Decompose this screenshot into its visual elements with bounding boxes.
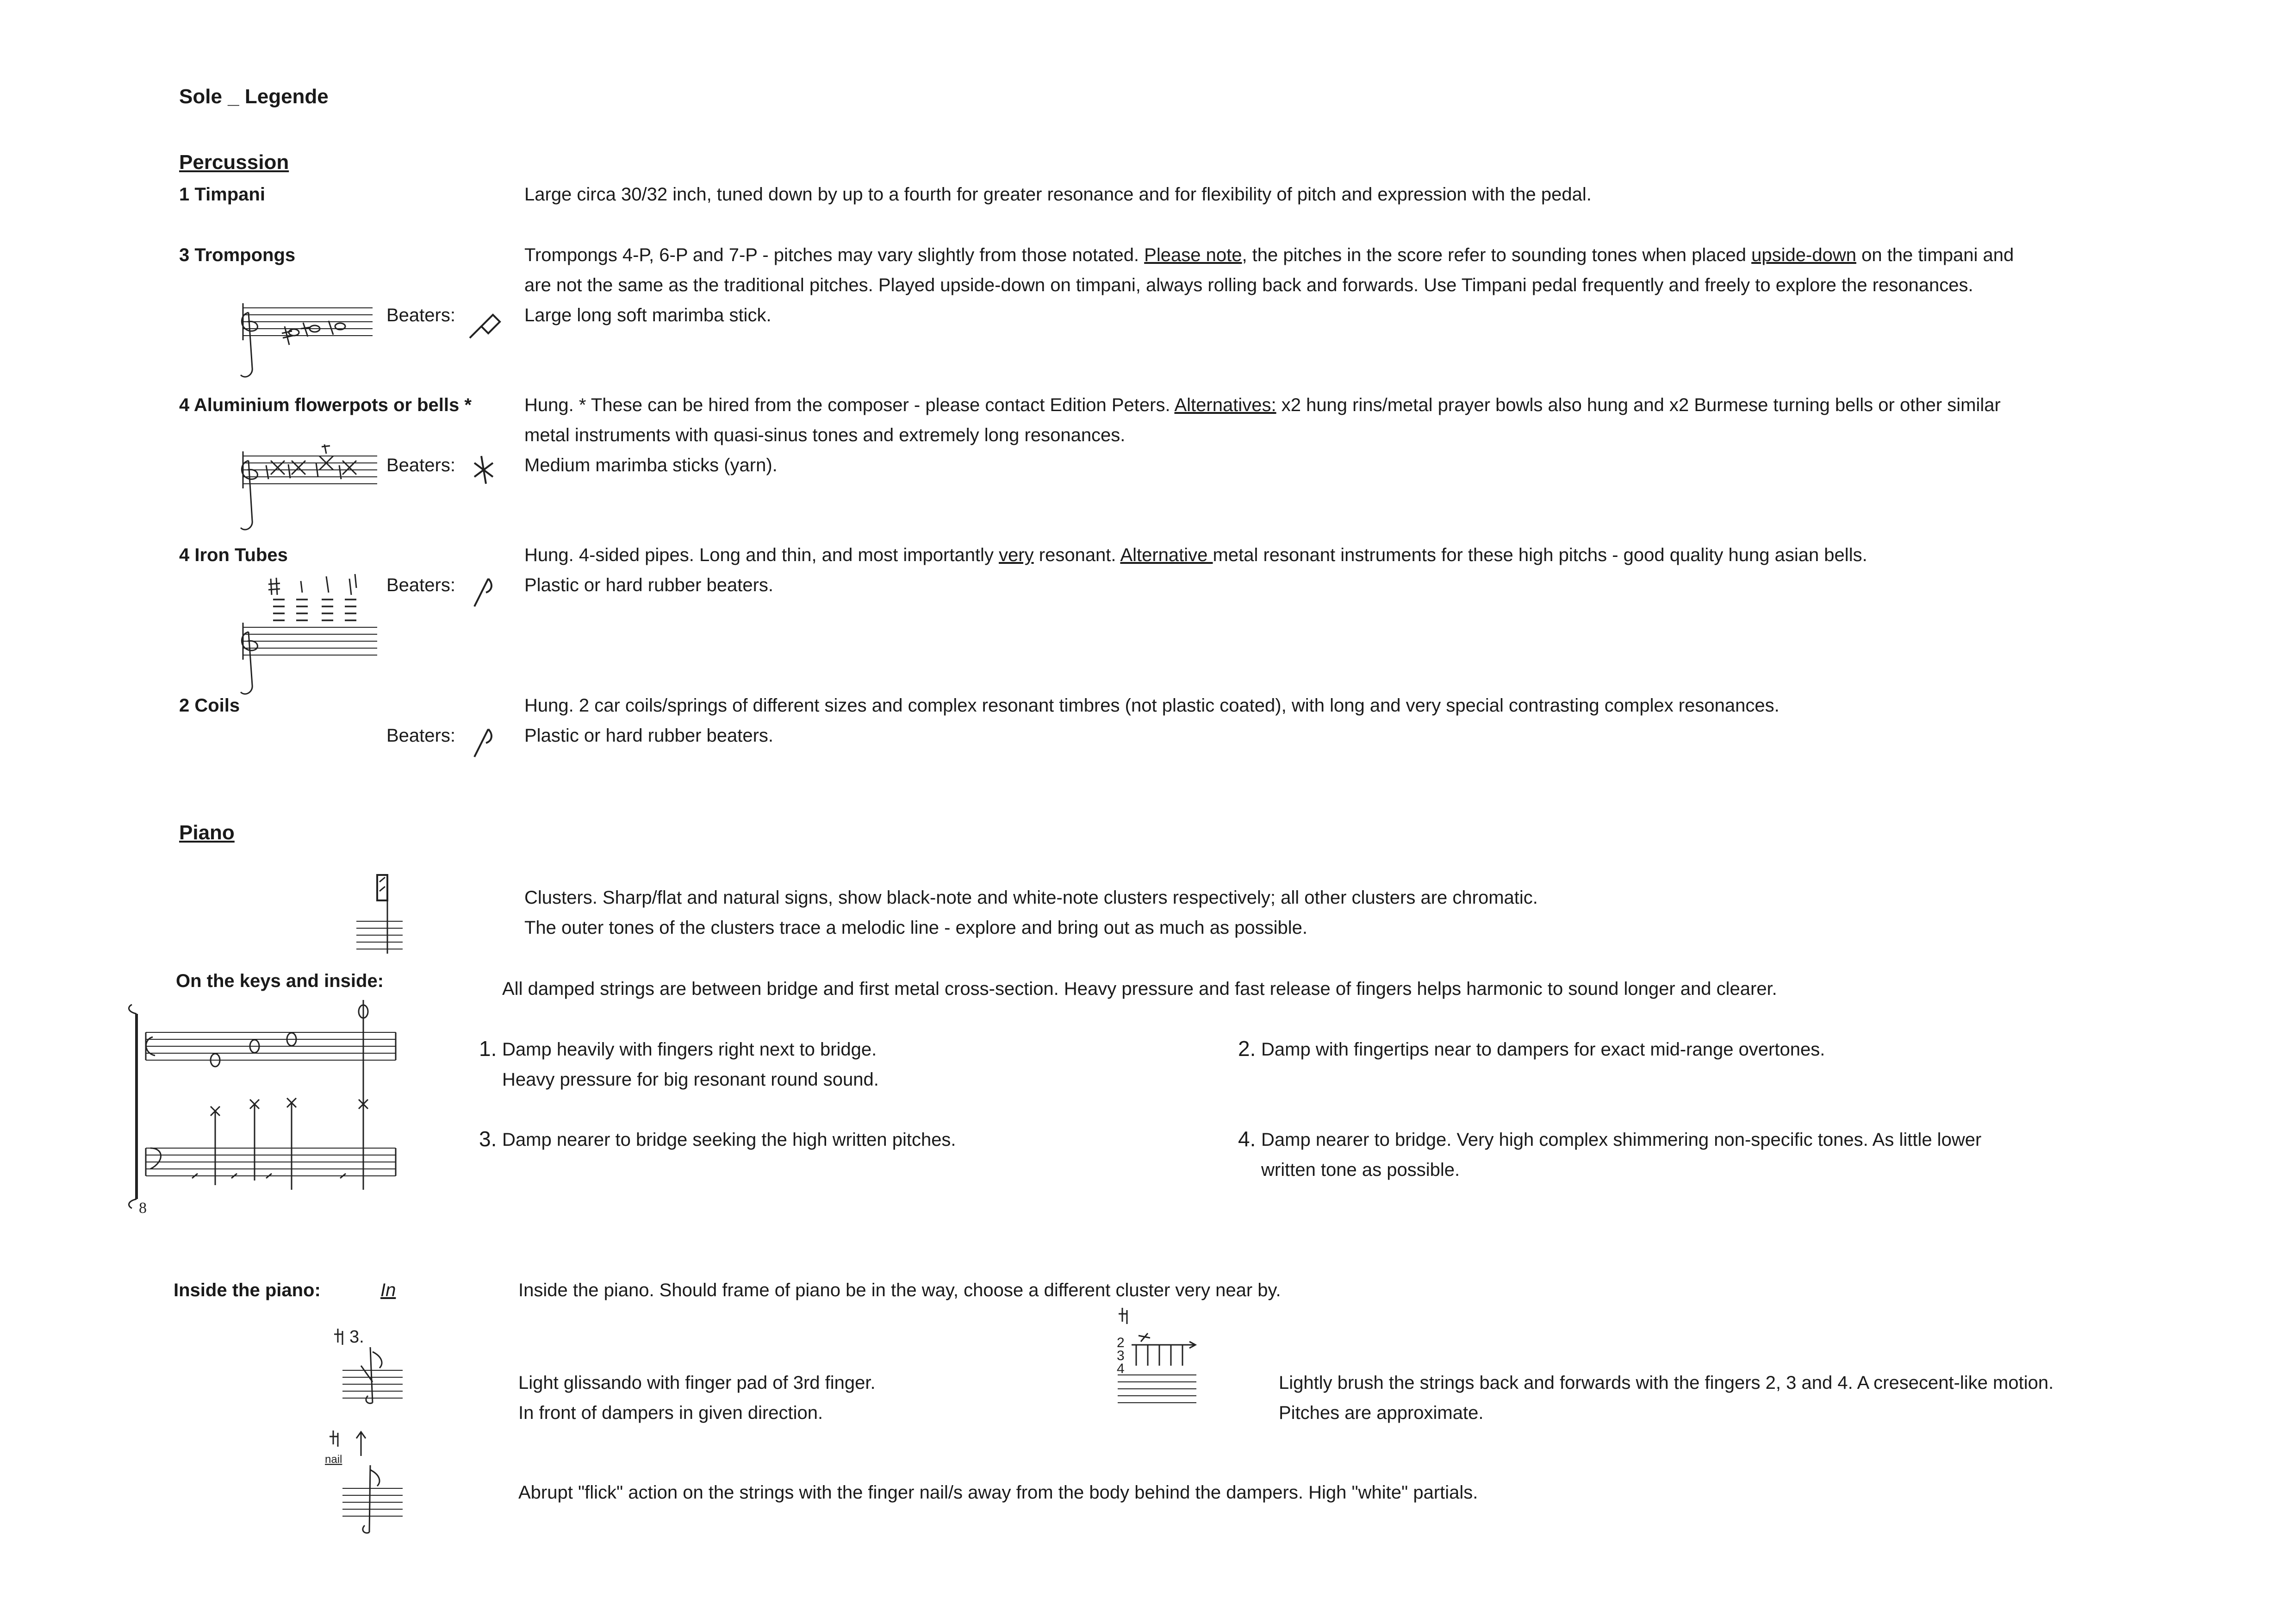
trompongs-text-c: , the pitches in the score refer to sounding tones when placed xyxy=(1242,245,1752,265)
please-note-text: Please note xyxy=(1144,245,1242,265)
damp-3-number: 3. xyxy=(479,1127,497,1151)
trompongs-description-line2: are not the same as the traditional pitches. Played upside-down on timpani, always rolling back and forwards. Use Timpani pedal frequently and freely to explore the resonances. xyxy=(524,275,1973,295)
brush-strings-line1: Lightly brush the strings back and forwards with the fingers 2, 3 and 4. A cresecent-like motion. xyxy=(1279,1373,2054,1393)
svg-text:3.: 3. xyxy=(349,1327,364,1347)
flowerpots-beaters-label: Beaters: xyxy=(386,455,455,475)
inside-piano-description: Inside the piano. Should frame of piano be in the way, choose a different cluster very near by. xyxy=(518,1280,1281,1300)
iron-tubes-text-e: metal resonant instruments for these high pitchs - good quality hung asian bells. xyxy=(1213,545,1867,565)
nail-flick-notation-icon xyxy=(324,1428,407,1539)
grand-staff-damping-icon xyxy=(118,995,405,1218)
glissando-line2: In front of dampers in given direction. xyxy=(518,1403,823,1423)
iron-tubes-beaters-description: Plastic or hard rubber beaters. xyxy=(524,575,774,595)
clusters-description-line1: Clusters. Sharp/flat and natural signs, show black-note and white-note clusters respectively; all other clusters are chromatic. xyxy=(524,887,1538,908)
alternative-text: Alternative xyxy=(1120,545,1213,565)
inside-mark: In xyxy=(380,1280,396,1300)
brush-strings-notation-icon xyxy=(1113,1305,1206,1412)
on-keys-label: On the keys and inside: xyxy=(176,971,384,991)
coils-name: 2 Coils xyxy=(179,695,240,716)
damp-1-number: 1. xyxy=(479,1037,497,1061)
iron-tubes-text-c: resonant. xyxy=(1033,545,1120,565)
svg-text:2: 2 xyxy=(1117,1335,1125,1350)
trompongs-description-line1 xyxy=(524,244,2014,266)
damp-2-number: 2. xyxy=(1238,1037,1256,1061)
iron-tubes-name: 4 Iron Tubes xyxy=(179,545,288,565)
coils-description-line1: Hung. 2 car coils/springs of different sizes and complex resonant timbres (not plastic coated), with long and very special contrasting complex resonances. xyxy=(524,695,1780,716)
nail-flick-description: Abrupt "flick" action on the strings with the finger nail/s away from the body behind the dampers. High "white" partials. xyxy=(518,1482,1478,1503)
piano-heading: Piano xyxy=(179,821,235,844)
flowerpots-beaters-description: Medium marimba sticks (yarn). xyxy=(524,455,778,475)
iron-tubes-staff-icon xyxy=(234,569,386,699)
trompongs-text-e: on the timpani and xyxy=(1856,245,2014,265)
soft-marimba-stick-icon xyxy=(467,306,504,343)
trompongs-staff-icon xyxy=(234,294,377,387)
trompongs-text-a: Trompongs 4-P, 6-P and 7-P - pitches may vary slightly from those notated. xyxy=(524,245,1145,265)
iron-tubes-text-a: Hung. 4-sided pipes. Long and thin, and most importantly xyxy=(524,545,999,565)
damp-1-line2: Heavy pressure for big resonant round sound. xyxy=(502,1069,879,1090)
cluster-notation-icon xyxy=(352,866,407,958)
coils-beaters-description: Plastic or hard rubber beaters. xyxy=(524,725,774,746)
yarn-marimba-stick-icon xyxy=(467,451,504,488)
svg-text:4: 4 xyxy=(1117,1361,1125,1376)
alternatives-text: Alternatives: xyxy=(1174,395,1276,415)
svg-text:nail: nail xyxy=(325,1453,342,1466)
trompongs-beaters-description: Large long soft marimba stick. xyxy=(524,305,772,325)
damp-4-line1: Damp nearer to bridge. Very high complex shimmering non-specific tones. As little lower xyxy=(1261,1130,1982,1150)
flowerpots-description-line1 xyxy=(524,394,2001,416)
flowerpots-text-a: Hung. * These can be hired from the composer - please contact Edition Peters. xyxy=(524,395,1175,415)
flowerpots-description-line2: metal instruments with quasi-sinus tones and extremely long resonances. xyxy=(524,425,1126,445)
page-title: Sole _ Legende xyxy=(179,85,329,108)
inside-piano-label: Inside the piano: xyxy=(174,1280,321,1300)
iron-tubes-beaters-label: Beaters: xyxy=(386,575,455,595)
percussion-heading: Percussion xyxy=(179,151,289,174)
iron-tubes-description-line1 xyxy=(524,544,1867,566)
hard-beater-icon xyxy=(467,572,504,609)
upside-down-text: upside-down xyxy=(1751,245,1856,265)
damp-2-line1: Damp with fingertips near to dampers for exact mid-range overtones. xyxy=(1261,1039,1825,1060)
clusters-description-line2: The outer tones of the clusters trace a melodic line - explore and bring out as much as possible. xyxy=(524,918,1308,938)
timpani-description: Large circa 30/32 inch, tuned down by up to a fourth for greater resonance and for flexibility of pitch and expression with the pedal. xyxy=(524,184,1592,205)
trompongs-beaters-label: Beaters: xyxy=(386,305,455,325)
flowerpots-name: 4 Aluminium flowerpots or bells * xyxy=(179,395,472,415)
flowerpots-text-c: x2 hung rins/metal prayer bowls also hung and x2 Burmese turning bells or other similar xyxy=(1276,395,2001,415)
damp-3-line1: Damp nearer to bridge seeking the high written pitches. xyxy=(502,1130,956,1150)
flowerpots-staff-icon xyxy=(234,428,386,535)
on-keys-description: All damped strings are between bridge and first metal cross-section. Heavy pressure and fast release of fingers helps harmonic to sound longer and clearer. xyxy=(502,979,1777,999)
very-text: very xyxy=(999,545,1034,565)
damp-4-number: 4. xyxy=(1238,1127,1256,1151)
brush-strings-line2: Pitches are approximate. xyxy=(1279,1403,1484,1423)
damp-1-line1: Damp heavily with fingers right next to bridge. xyxy=(502,1039,877,1060)
rubber-beater-icon xyxy=(467,722,504,759)
svg-text:3: 3 xyxy=(1117,1348,1125,1363)
glissando-line1: Light glissando with finger pad of 3rd finger. xyxy=(518,1373,876,1393)
coils-beaters-label: Beaters: xyxy=(386,725,455,746)
damp-4-line2: written tone as possible. xyxy=(1261,1160,1460,1180)
glissando-notation-icon xyxy=(329,1324,407,1412)
timpani-name: 1 Timpani xyxy=(179,184,265,205)
svg-text:8: 8 xyxy=(139,1199,147,1217)
trompongs-name: 3 Trompongs xyxy=(179,245,296,265)
